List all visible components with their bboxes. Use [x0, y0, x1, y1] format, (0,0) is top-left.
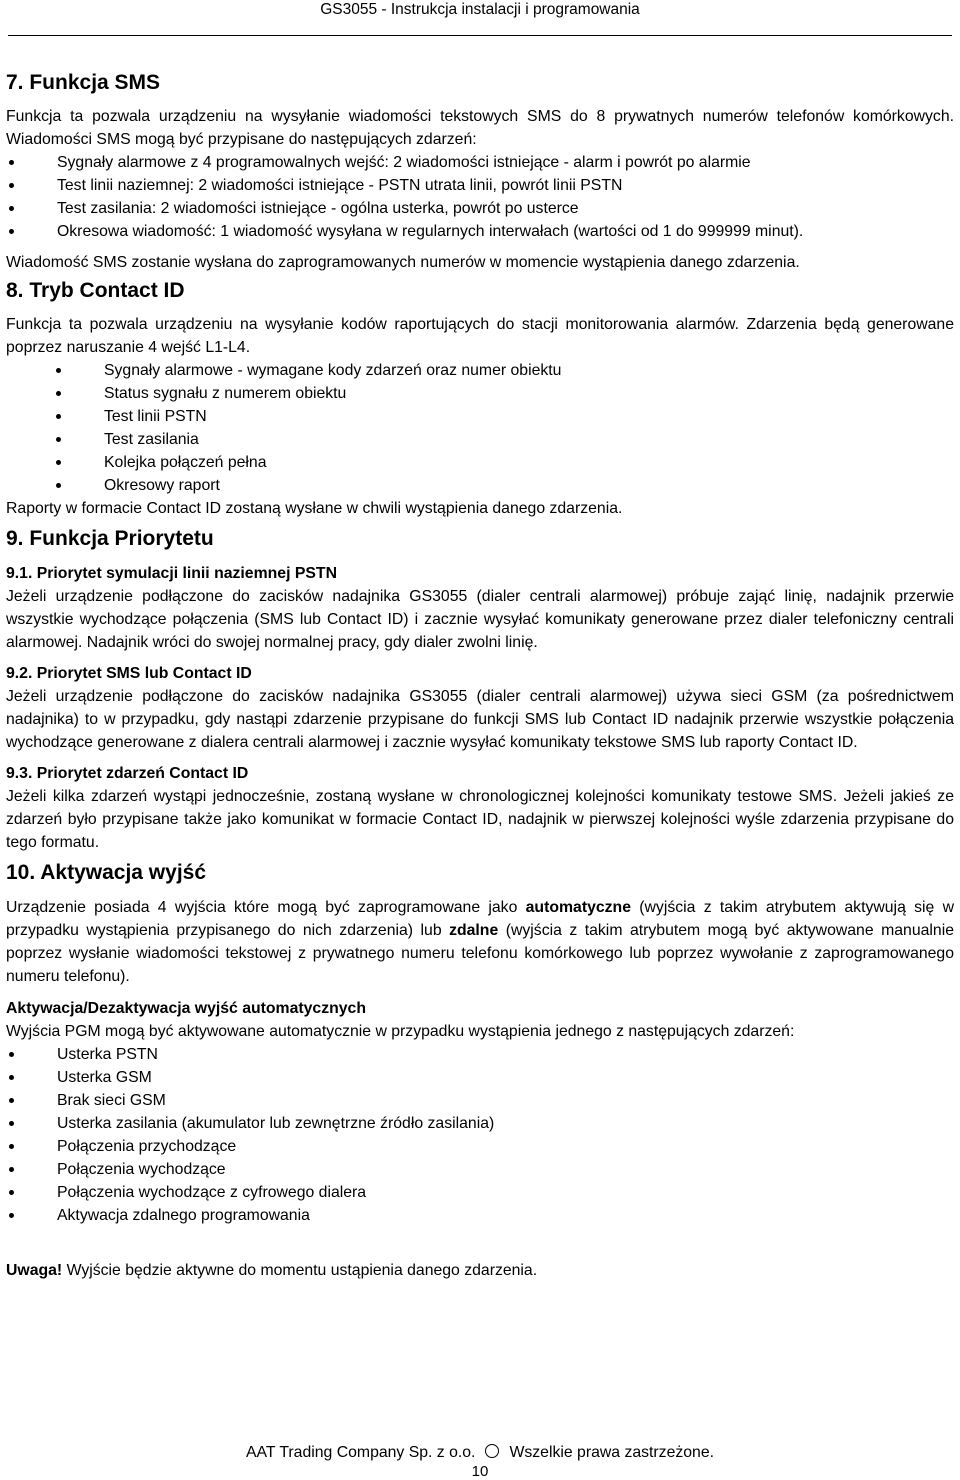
bullet-icon — [9, 1190, 14, 1195]
section-7-outro: Wiadomość SMS zostanie wysłana do zaprogramowanych numerów w momencie wystąpienia danego zdarzenia. — [6, 254, 800, 271]
list-item: Test linii naziemnej: 2 wiadomości istniejące - PSTN utrata linii, powrót linii PSTN — [6, 174, 954, 197]
section-10-note: Uwaga! Wyjście będzie aktywne do momentu ustąpienia danego zdarzenia. — [6, 1262, 538, 1279]
section-9-2-title: 9.2. Priorytet SMS lub Contact ID — [6, 665, 252, 682]
bullet-icon — [56, 483, 61, 488]
section-7-list — [6, 151, 954, 243]
list-item: Sygnały alarmowe - wymagane kody zdarzeń oraz numer obiektu — [6, 359, 954, 382]
list-item: Test zasilania: 2 wiadomości istniejące - ogólna usterka, powrót po usterce — [6, 197, 954, 220]
bullet-icon — [9, 183, 14, 188]
bullet-icon — [9, 1075, 14, 1080]
bullet-icon — [56, 414, 61, 419]
list-item: Test linii PSTN — [6, 405, 954, 428]
section-9-heading: 9. Funkcja Priorytetu — [6, 527, 214, 550]
list-item: Kolejka połączeń pełna — [6, 451, 954, 474]
section-8-list — [6, 359, 954, 497]
page-footer: AAT Trading Company Sp. z o.o. Wszelkie prawa zastrzeżone. — [245, 1444, 715, 1461]
list-item: Połączenia przychodzące — [6, 1135, 954, 1158]
list-item: Status sygnału z numerem obiektu — [6, 382, 954, 405]
list-item: Usterka zasilania (akumulator lub zewnętrzne źródło zasilania) — [6, 1112, 954, 1135]
bullet-icon — [9, 1052, 14, 1057]
section-8-intro: Funkcja ta pozwala urządzeniu na wysyłanie kodów raportujących do stacji monitorowania alarmów. Zdarzenia będą generowane poprzez naruszanie 4 wejść L1-L4. — [6, 316, 954, 356]
page-header: GS3055 - Instrukcja instalacji i programowania — [320, 1, 640, 18]
page-number: 10 — [471, 1463, 489, 1480]
bullet-icon — [9, 1213, 14, 1218]
list-item: Usterka PSTN — [6, 1043, 954, 1066]
section-7-intro: Funkcja ta pozwala urządzeniu na wysyłanie wiadomości tekstowych SMS do 8 prywatnych numerów telefonów komórkowych. Wiadomości SMS mogą być przypisane do następujących zdarzeń: — [6, 108, 954, 148]
section-10-paragraph: Urządzenie posiada 4 wyjścia które mogą być zaprogramowane jako automatyczne (wyjścia z takim atrybutem aktywują się w przypadku wystąpienia przypisanego do nich zdarzenia) lub zdalne (wyjścia z takim atrybutem mogą być aktywowane manualnie poprzez wysłanie wiadomości tekstowej z prywatnego numeru telefonu komórkowego lub poprzez wywołanie z zaprogramowanego numeru telefonu). — [6, 899, 954, 985]
section-9-1-text: Jeżeli urządzenie podłączone do zacisków nadajnika GS3055 (dialer centrali alarmowej) próbuje zająć linię, nadajnik przerwie wszystkie wychodzące połączenia (SMS lub Contact ID) i zacznie wysyłać komunikaty generowane przez dialer telefoniczny centrali alarmowej. Nadajnik wróci do swojej normalnej pracy, gdy dialer zwolni linię. — [6, 588, 954, 651]
list-item: Okresowa wiadomość: 1 wiadomość wysyłana w regularnych interwałach (wartości od 1 do 999999 minut). — [6, 220, 954, 243]
list-item: Połączenia wychodzące z cyfrowego dialera — [6, 1181, 954, 1204]
list-item: Test zasilania — [6, 428, 954, 451]
bullet-icon — [9, 1167, 14, 1172]
bullet-icon — [56, 368, 61, 373]
header-rule — [8, 35, 952, 36]
bullet-icon — [56, 391, 61, 396]
list-item: Sygnały alarmowe z 4 programowalnych wejść: 2 wiadomości istniejące - alarm i powrót po alarmie — [6, 151, 954, 174]
bullet-icon — [56, 460, 61, 465]
bullet-icon — [9, 1098, 14, 1103]
bullet-icon — [9, 1121, 14, 1126]
bullet-icon — [9, 206, 14, 211]
section-8-heading: 8. Tryb Contact ID — [6, 279, 185, 302]
section-9-3-text: Jeżeli kilka zdarzeń wystąpi jednocześnie, zostaną wysłane w chronologicznej kolejności komunikaty testowe SMS. Jeżeli jakieś ze zdarzeń było przypisane także jako komunikat w formacie Contact ID, nadajnik w pierwszej kolejności wyśle zdarzenia przypisane do tego formatu. — [6, 788, 954, 851]
bullet-icon — [9, 1144, 14, 1149]
section-7-heading: 7. Funkcja SMS — [6, 71, 161, 94]
section-10-intro: Wyjścia PGM mogą być aktywowane automatycznie w przypadku wystąpienia jednego z następujących zdarzeń: — [6, 1023, 795, 1040]
section-8-outro: Raporty w formacie Contact ID zostaną wysłane w chwili wystąpienia danego zdarzenia. — [6, 500, 623, 517]
section-10-list — [6, 1043, 954, 1227]
section-9-2-text: Jeżeli urządzenie podłączone do zacisków nadajnika GS3055 (dialer centrali alarmowej) używa sieci GSM (za pośrednictwem nadajnika) to w przypadku, gdy nastąpi zdarzenie przypisane do funkcji SMS lub Contact ID nadajnik przerwie wszystkie połączenia wychodzące generowane z dialera centrali alarmowej i zacznie wysyłać komunikaty tekstowe SMS lub raporty Contact ID. — [6, 688, 954, 751]
copyright-icon — [485, 1444, 499, 1458]
list-item: Okresowy raport — [6, 474, 954, 497]
list-item: Połączenia wychodzące — [6, 1158, 954, 1181]
list-item: Aktywacja zdalnego programowania — [6, 1204, 954, 1227]
bullet-icon — [56, 437, 61, 442]
list-item: Usterka GSM — [6, 1066, 954, 1089]
section-10-heading: 10. Aktywacja wyjść — [6, 861, 207, 884]
section-9-1-title: 9.1. Priorytet symulacji linii naziemnej PSTN — [6, 565, 337, 582]
list-item: Brak sieci GSM — [6, 1089, 954, 1112]
bullet-icon — [9, 160, 14, 165]
section-9-3-title: 9.3. Priorytet zdarzeń Contact ID — [6, 765, 249, 782]
page-content — [6, 70, 954, 1282]
section-10-subheading: Aktywacja/Dezaktywacja wyjść automatycznych — [6, 1000, 366, 1017]
bullet-icon — [9, 229, 14, 234]
